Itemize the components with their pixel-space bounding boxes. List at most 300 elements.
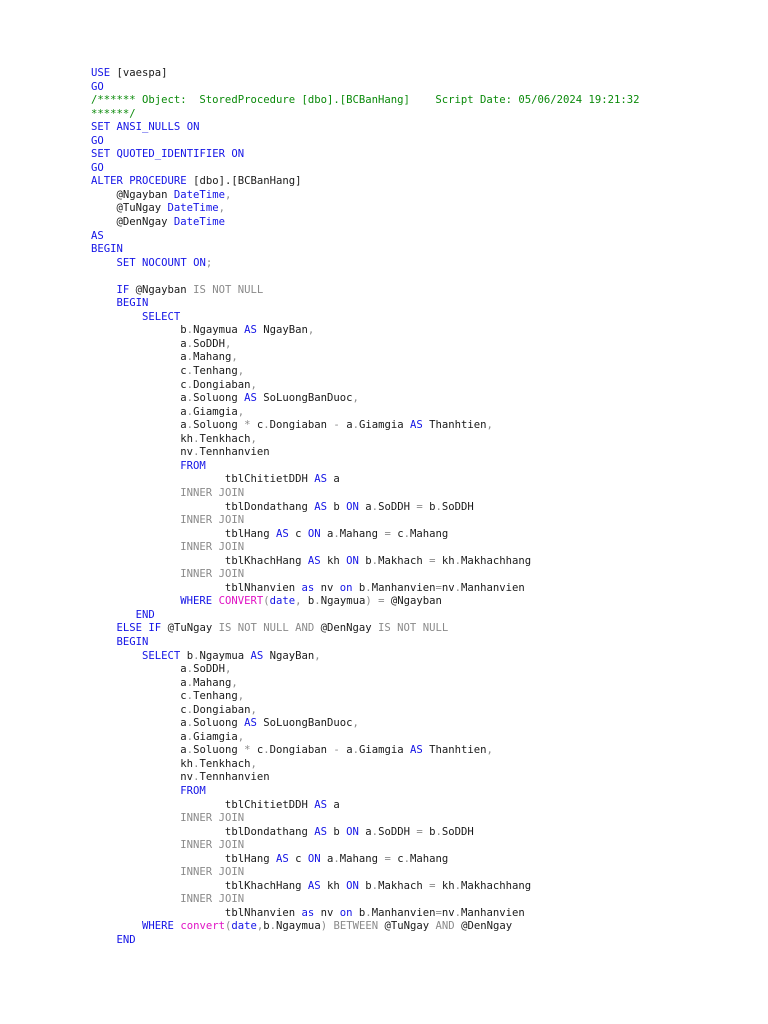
code-text: Soluong [193, 419, 245, 432]
sql-operator: . [371, 500, 379, 513]
sql-keyword: QUOTED_IDENTIFIER [116, 148, 225, 161]
code-line [91, 338, 751, 352]
code-text: a [91, 730, 187, 743]
sql-operator: - [333, 744, 340, 757]
sql-operator: , [314, 649, 321, 662]
code-text: @DenNgay [314, 622, 379, 635]
code-text: NgayBan [256, 324, 308, 337]
sql-keyword: on [339, 906, 353, 919]
code-text: b [352, 906, 366, 919]
sql-operator: INNER JOIN [180, 568, 245, 581]
sql-operator: . [365, 906, 372, 919]
code-text: Makhachhang [461, 554, 532, 567]
code-text: Mahang [339, 527, 385, 540]
code-text: Manhanvien [461, 581, 525, 594]
code-text [91, 609, 136, 621]
code-text: Mahang [410, 852, 449, 865]
code-line [91, 717, 751, 731]
code-line [91, 406, 751, 420]
code-text: Ngaymua [199, 649, 251, 662]
sql-keyword: AS [314, 473, 327, 486]
sql-keyword: ON [346, 879, 359, 892]
code-text: Mahang [193, 676, 232, 689]
code-line [91, 920, 751, 934]
code-text: Giamgia [193, 730, 238, 743]
code-line [91, 324, 751, 338]
sql-operator: = [416, 825, 423, 838]
sql-operator: . [193, 757, 200, 770]
code-line [91, 297, 751, 311]
sql-operator: . [435, 825, 442, 838]
code-text [91, 541, 180, 553]
sql-keyword: ON [346, 825, 359, 838]
sql-keyword: GO [91, 161, 104, 174]
code-line [91, 609, 751, 623]
code-line [91, 622, 751, 636]
sql-operator: . [186, 703, 194, 716]
sql-keyword: ON [346, 554, 359, 567]
sql-comment: /****** Object: StoredProcedure [dbo].[BCBanHang] Script Date: 05/06/2024 19:21:32 [91, 94, 640, 107]
sql-operator: * [244, 744, 251, 757]
code-line [91, 189, 751, 203]
code-text: @Ngayban [384, 595, 442, 608]
code-line [91, 243, 751, 257]
sql-operator: = [435, 906, 442, 919]
code-text: [vaespa] [110, 67, 168, 79]
sql-keyword: on [339, 581, 353, 594]
sql-operator: , [224, 188, 232, 201]
sql-operator: . [352, 419, 359, 432]
code-text: a [91, 392, 187, 405]
code-text: kh [91, 757, 194, 770]
code-text: Tennhanvien [199, 446, 270, 459]
sql-operator: , [486, 744, 493, 757]
sql-operator: . [186, 717, 194, 730]
sql-keyword: ON [346, 500, 359, 513]
sql-operator: , [224, 337, 232, 350]
code-text: a [327, 798, 340, 811]
code-text: SoDDH [441, 500, 474, 513]
code-text: a [339, 744, 353, 757]
code-text [91, 839, 180, 851]
code-text: tblDondathang [91, 500, 315, 513]
code-line [91, 690, 751, 704]
sql-keyword: DateTime [173, 188, 225, 201]
sql-keyword: ON [231, 148, 245, 161]
code-text [91, 257, 117, 269]
code-text [91, 636, 117, 648]
code-line [91, 284, 751, 298]
code-line [91, 460, 751, 474]
sql-operator: . [371, 825, 379, 838]
sql-operator: . [186, 419, 194, 432]
sql-operator: . [333, 852, 340, 865]
code-text: b [91, 324, 187, 337]
code-text: tblNhanvien [91, 581, 302, 594]
code-text: a [91, 663, 187, 676]
sql-keyword: AS [91, 229, 104, 242]
sql-operator: , [295, 595, 302, 608]
code-text: SoDDH [193, 663, 225, 676]
sql-keyword: date [231, 920, 257, 933]
sql-operator: . [454, 906, 462, 919]
code-line [91, 473, 751, 487]
code-text: Manhanvien [371, 581, 436, 594]
code-line [91, 392, 751, 406]
code-line [91, 230, 751, 244]
sql-operator: AND [435, 920, 455, 933]
code-line [91, 636, 751, 650]
code-line [91, 175, 751, 189]
sql-keyword: AS [275, 527, 289, 540]
code-text: tblKhachHang [91, 879, 308, 892]
sql-operator: - [333, 419, 340, 432]
sql-keyword: date [269, 595, 296, 608]
sql-code-listing [91, 67, 751, 948]
sql-operator: . [454, 879, 462, 892]
sql-keyword: SET [91, 148, 111, 161]
sql-keyword: PROCEDURE [129, 175, 187, 188]
code-text: b [327, 825, 347, 838]
sql-keyword: ANSI_NULLS [116, 121, 181, 134]
sql-keyword: FROM [180, 459, 206, 472]
code-line [91, 81, 751, 95]
sql-keyword: as [301, 906, 315, 919]
code-text: a [91, 351, 187, 364]
code-text: tblKhachHang [91, 554, 308, 567]
sql-operator: . [263, 419, 270, 432]
sql-keyword: AS [410, 419, 423, 432]
code-text: kh [435, 554, 455, 567]
code-text: nv [91, 446, 194, 459]
code-line [91, 880, 751, 894]
code-text: b [422, 825, 436, 838]
code-text: @TuNgay [378, 920, 436, 933]
sql-keyword: SELECT [142, 310, 181, 323]
code-text [91, 934, 117, 946]
code-text: a [91, 744, 187, 757]
sql-keyword: ON [186, 121, 200, 134]
sql-keyword: AS [314, 500, 327, 513]
sql-comment: ******/ [91, 107, 136, 120]
sql-keyword: USE [91, 67, 111, 79]
code-text: [dbo].[BCBanHang] [186, 175, 302, 188]
sql-keyword: AS [244, 324, 257, 337]
sql-operator: IS NOT NULL [378, 622, 449, 635]
code-line [91, 677, 751, 691]
sql-operator: . [186, 392, 194, 405]
sql-keyword: SET [116, 256, 136, 269]
code-text: Mahang [339, 852, 385, 865]
code-text: c [91, 378, 187, 391]
code-line [91, 162, 751, 176]
code-text: c [288, 852, 308, 865]
sql-operator: ; [205, 256, 213, 269]
sql-keyword: END [116, 934, 136, 946]
code-text: @Ngayban [91, 188, 174, 201]
code-text: Dongiaban [269, 419, 334, 432]
sql-operator: . [186, 690, 194, 703]
code-text: @DenNgay [91, 216, 174, 229]
code-text: nv [314, 581, 340, 594]
code-line [91, 202, 751, 216]
code-text: b [358, 554, 372, 567]
code-text: a [358, 500, 372, 513]
sql-operator: . [371, 554, 379, 567]
sql-operator: IS NOT NULL [193, 283, 264, 296]
code-text: Tenkhach [199, 757, 251, 770]
sql-operator: . [186, 351, 194, 364]
sql-keyword: NOCOUNT [142, 256, 187, 269]
sql-operator: INNER JOIN [180, 839, 245, 852]
sql-keyword: ELSE [116, 622, 143, 635]
code-text: b [358, 879, 372, 892]
code-text: kh [320, 554, 347, 567]
sql-operator: , [231, 676, 238, 689]
code-text: Ngaymua [193, 324, 245, 337]
sql-operator: , [250, 757, 257, 770]
sql-operator: = [435, 581, 442, 594]
code-line [91, 514, 751, 528]
code-text: tblHang [91, 852, 276, 865]
sql-keyword: WHERE [142, 920, 174, 933]
code-text: Soluong [193, 392, 245, 405]
sql-keyword: AS [314, 798, 327, 811]
code-text: c [91, 690, 187, 703]
sql-function: CONVERT [218, 595, 264, 608]
code-line [91, 799, 751, 813]
code-line [91, 351, 751, 365]
code-text: tblChitietDDH [91, 473, 315, 486]
code-text: Giamgia [358, 419, 410, 432]
code-line [91, 257, 751, 271]
code-text [91, 893, 180, 905]
code-line [91, 812, 751, 826]
code-text: b [263, 920, 270, 933]
sql-operator: . [193, 649, 200, 662]
code-line [91, 704, 751, 718]
code-text: Dongiaban [193, 703, 251, 716]
sql-operator: . [365, 581, 372, 594]
sql-operator: INNER JOIN [180, 893, 245, 906]
code-text [91, 284, 117, 296]
sql-keyword: AS [244, 717, 257, 730]
sql-operator: * [244, 419, 251, 432]
code-text: b [180, 649, 194, 662]
sql-operator: = [416, 500, 423, 513]
code-text: Giamgia [358, 744, 410, 757]
code-text: Tenhang [193, 365, 238, 378]
code-text [91, 487, 180, 499]
sql-keyword: SET [91, 121, 111, 134]
code-line [91, 121, 751, 135]
sql-keyword: IF [116, 283, 130, 296]
sql-operator: . [193, 771, 200, 784]
code-line [91, 744, 751, 758]
code-text: Manhanvien [371, 906, 436, 919]
sql-operator: , [237, 690, 245, 703]
sql-operator: . [403, 852, 410, 865]
code-text: Thanhtien [422, 744, 487, 757]
sql-operator: . [186, 405, 194, 418]
sql-keyword: DateTime [173, 216, 225, 229]
sql-operator: , [250, 432, 257, 445]
code-line [91, 771, 751, 785]
code-line [91, 650, 751, 664]
code-text: a [339, 419, 353, 432]
sql-keyword: BEGIN [116, 635, 149, 648]
code-text [91, 460, 180, 472]
sql-operator: . [314, 595, 321, 608]
sql-operator: INNER JOIN [180, 514, 245, 527]
sql-operator: , [218, 202, 225, 215]
code-line [91, 270, 751, 284]
sql-operator: . [186, 663, 194, 676]
code-text: Makhach [378, 879, 430, 892]
sql-keyword: AS [275, 852, 289, 865]
sql-operator: . [352, 744, 359, 757]
sql-operator: , [237, 405, 245, 418]
sql-operator: , [352, 717, 359, 730]
code-text: Mahang [410, 527, 449, 540]
sql-operator: . [193, 446, 200, 459]
code-text: Mahang [193, 351, 232, 364]
sql-operator: , [352, 392, 359, 405]
code-line [91, 839, 751, 853]
code-text: c [288, 527, 308, 540]
code-text: tblChitietDDH [91, 798, 315, 811]
sql-keyword: SELECT [142, 649, 181, 662]
code-line [91, 148, 751, 162]
sql-operator: , [237, 365, 245, 378]
code-line [91, 94, 751, 108]
code-text [91, 812, 180, 824]
sql-operator: . [186, 365, 194, 378]
code-text [91, 595, 180, 607]
sql-operator: , [250, 703, 257, 716]
code-text: nv [91, 771, 194, 784]
sql-operator: . [186, 324, 194, 337]
code-text: c [250, 744, 264, 757]
code-text: NgayBan [263, 649, 315, 662]
code-text: Soluong [193, 744, 245, 757]
code-text: SoDDH [441, 825, 474, 838]
sql-keyword: ON [193, 256, 206, 269]
sql-operator: ( [263, 595, 270, 608]
code-line [91, 758, 751, 772]
code-text: Ngaymua [276, 920, 321, 933]
sql-keyword: ON [307, 527, 321, 540]
code-line [91, 311, 751, 325]
code-text: Dongiaban [193, 378, 251, 391]
code-line [91, 365, 751, 379]
code-line [91, 419, 751, 433]
sql-keyword: GO [91, 80, 104, 93]
sql-operator: . [269, 920, 277, 933]
code-text: a [320, 527, 334, 540]
code-text: kh [435, 879, 455, 892]
sql-operator: . [186, 337, 194, 350]
sql-operator: = [384, 852, 391, 865]
sql-operator: , [231, 351, 238, 364]
sql-keyword: FROM [180, 784, 206, 797]
code-text [91, 622, 117, 634]
sql-operator: ( [224, 920, 232, 933]
code-line [91, 501, 751, 515]
code-text: @DenNgay [454, 920, 513, 933]
sql-operator: . [193, 432, 200, 445]
code-line [91, 135, 751, 149]
sql-operator: BETWEEN [333, 920, 379, 933]
code-line [91, 568, 751, 582]
code-text: Tenhang [193, 690, 238, 703]
code-line [91, 934, 751, 948]
code-text: SoDDH [378, 825, 417, 838]
code-text [91, 514, 180, 526]
sql-operator: , [224, 663, 232, 676]
sql-keyword: BEGIN [116, 297, 149, 310]
code-text: tblDondathang [91, 825, 315, 838]
sql-operator: INNER JOIN [180, 486, 245, 499]
sql-keyword: ON [307, 852, 321, 865]
sql-operator: . [186, 676, 194, 689]
code-line [91, 555, 751, 569]
code-text: tblHang [91, 527, 276, 540]
sql-operator: . [186, 730, 194, 743]
code-text: Soluong [193, 717, 245, 730]
sql-operator: . [333, 527, 340, 540]
code-line [91, 866, 751, 880]
code-text: SoLuongBanDuoc [256, 392, 353, 405]
sql-operator: , [250, 378, 257, 391]
code-text: SoDDH [193, 337, 225, 350]
sql-keyword: AS [314, 825, 327, 838]
sql-operator: . [263, 744, 270, 757]
sql-keyword: DateTime [167, 202, 219, 215]
sql-operator: INNER JOIN [180, 866, 245, 879]
sql-operator: = [384, 527, 391, 540]
sql-operator: INNER JOIN [180, 812, 245, 825]
sql-operator: . [454, 554, 462, 567]
sql-operator: = [378, 595, 385, 608]
sql-operator: . [186, 378, 194, 391]
code-line [91, 67, 751, 81]
sql-operator: . [435, 500, 442, 513]
sql-keyword: AS [244, 392, 257, 405]
code-text: a [358, 825, 372, 838]
code-text: Tenkhach [199, 432, 251, 445]
sql-keyword: ALTER [91, 175, 123, 188]
sql-keyword: as [301, 581, 315, 594]
code-text: @Ngayban [129, 283, 194, 296]
code-text: kh [91, 432, 194, 445]
code-text: b [327, 500, 347, 513]
code-text [91, 311, 142, 323]
code-text: a [327, 473, 340, 486]
code-text: Giamgia [193, 405, 238, 418]
code-text: a [91, 717, 187, 730]
sql-keyword: AS [250, 649, 264, 662]
code-text: c [91, 703, 187, 716]
code-line [91, 731, 751, 745]
code-line [91, 487, 751, 501]
code-text: c [390, 852, 404, 865]
code-text [91, 650, 142, 662]
code-text [91, 866, 180, 878]
code-text: tblNhanvien [91, 906, 302, 919]
code-text [91, 568, 180, 580]
code-line [91, 785, 751, 799]
